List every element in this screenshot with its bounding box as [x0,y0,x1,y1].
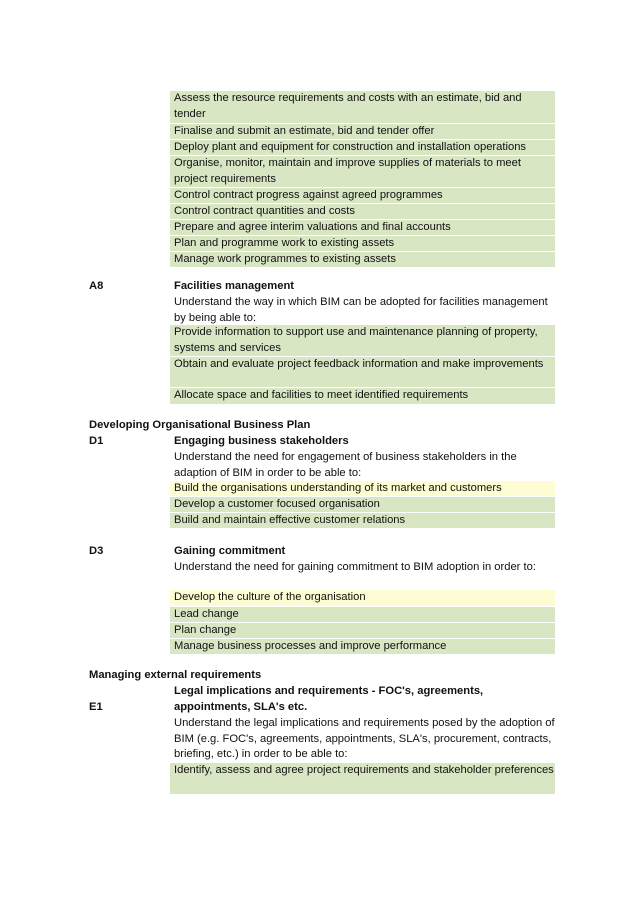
unit-code: D3 [89,545,104,557]
section-heading: Managing external requirements [89,669,262,681]
list-item: Build and maintain effective customer relations [170,513,555,529]
list-item: Control contract progress against agreed programmes [170,188,555,204]
unit-intro: Understand the need for engagement of business stakeholders in the adaption of BIM in order to be able to: [174,451,517,479]
unit-intro: Understand the need for gaining commitment to BIM adoption in order to: [174,561,536,573]
unit-title: Gaining commitment [174,545,286,557]
unit-title: Engaging business stakeholders [174,435,349,447]
list-item: Identify, assess and agree project requirements and stakeholder preferences [170,763,555,795]
unit-title: Facilities management [174,280,294,292]
list-item: Deploy plant and equipment for construction and installation operations [170,140,555,156]
list-item: Build the organisations understanding of its market and customers [170,481,555,497]
section-heading: Developing Organisational Business Plan [89,419,311,431]
unit-code: E1 [89,701,103,713]
unit-title: Legal implications and requirements - FOC's, agreements, [174,685,484,697]
list-item: Manage work programmes to existing assets [170,252,555,268]
list-item: Control contract quantities and costs [170,204,555,220]
list-item: Plan change [170,623,555,639]
list-item: Assess the resource requirements and costs with an estimate, bid and tender [170,91,555,124]
list-item: Allocate space and facilities to meet identified requirements [170,388,555,405]
unit-code: D1 [89,435,104,447]
list-item: Provide information to support use and maintenance planning of property, systems and services [170,325,555,357]
list-item: Prepare and agree interim valuations and final accounts [170,220,555,236]
list-item: Lead change [170,607,555,623]
unit-title-continued: appointments, SLA's etc. [174,701,308,713]
list-item: Plan and programme work to existing assets [170,236,555,252]
unit-intro: Understand the way in which BIM can be adopted for facilities management by being able to: [174,296,548,324]
list-item: Organise, monitor, maintain and improve supplies of materials to meet project requirements [170,156,555,188]
list-item: Develop the culture of the organisation [170,590,555,607]
unit-intro: Understand the legal implications and requirements posed by the adoption of BIM (e.g. FOC's, agreements, appointments, SLA's, procurement, contracts, briefing, etc.) in order to be able to: [174,717,555,761]
list-item: Manage business processes and improve performance [170,639,555,655]
list-item: Finalise and submit an estimate, bid and tender offer [170,124,555,140]
unit-code: A8 [89,280,104,292]
list-item: Develop a customer focused organisation [170,497,555,513]
list-item: Obtain and evaluate project feedback information and make improvements [170,357,555,388]
